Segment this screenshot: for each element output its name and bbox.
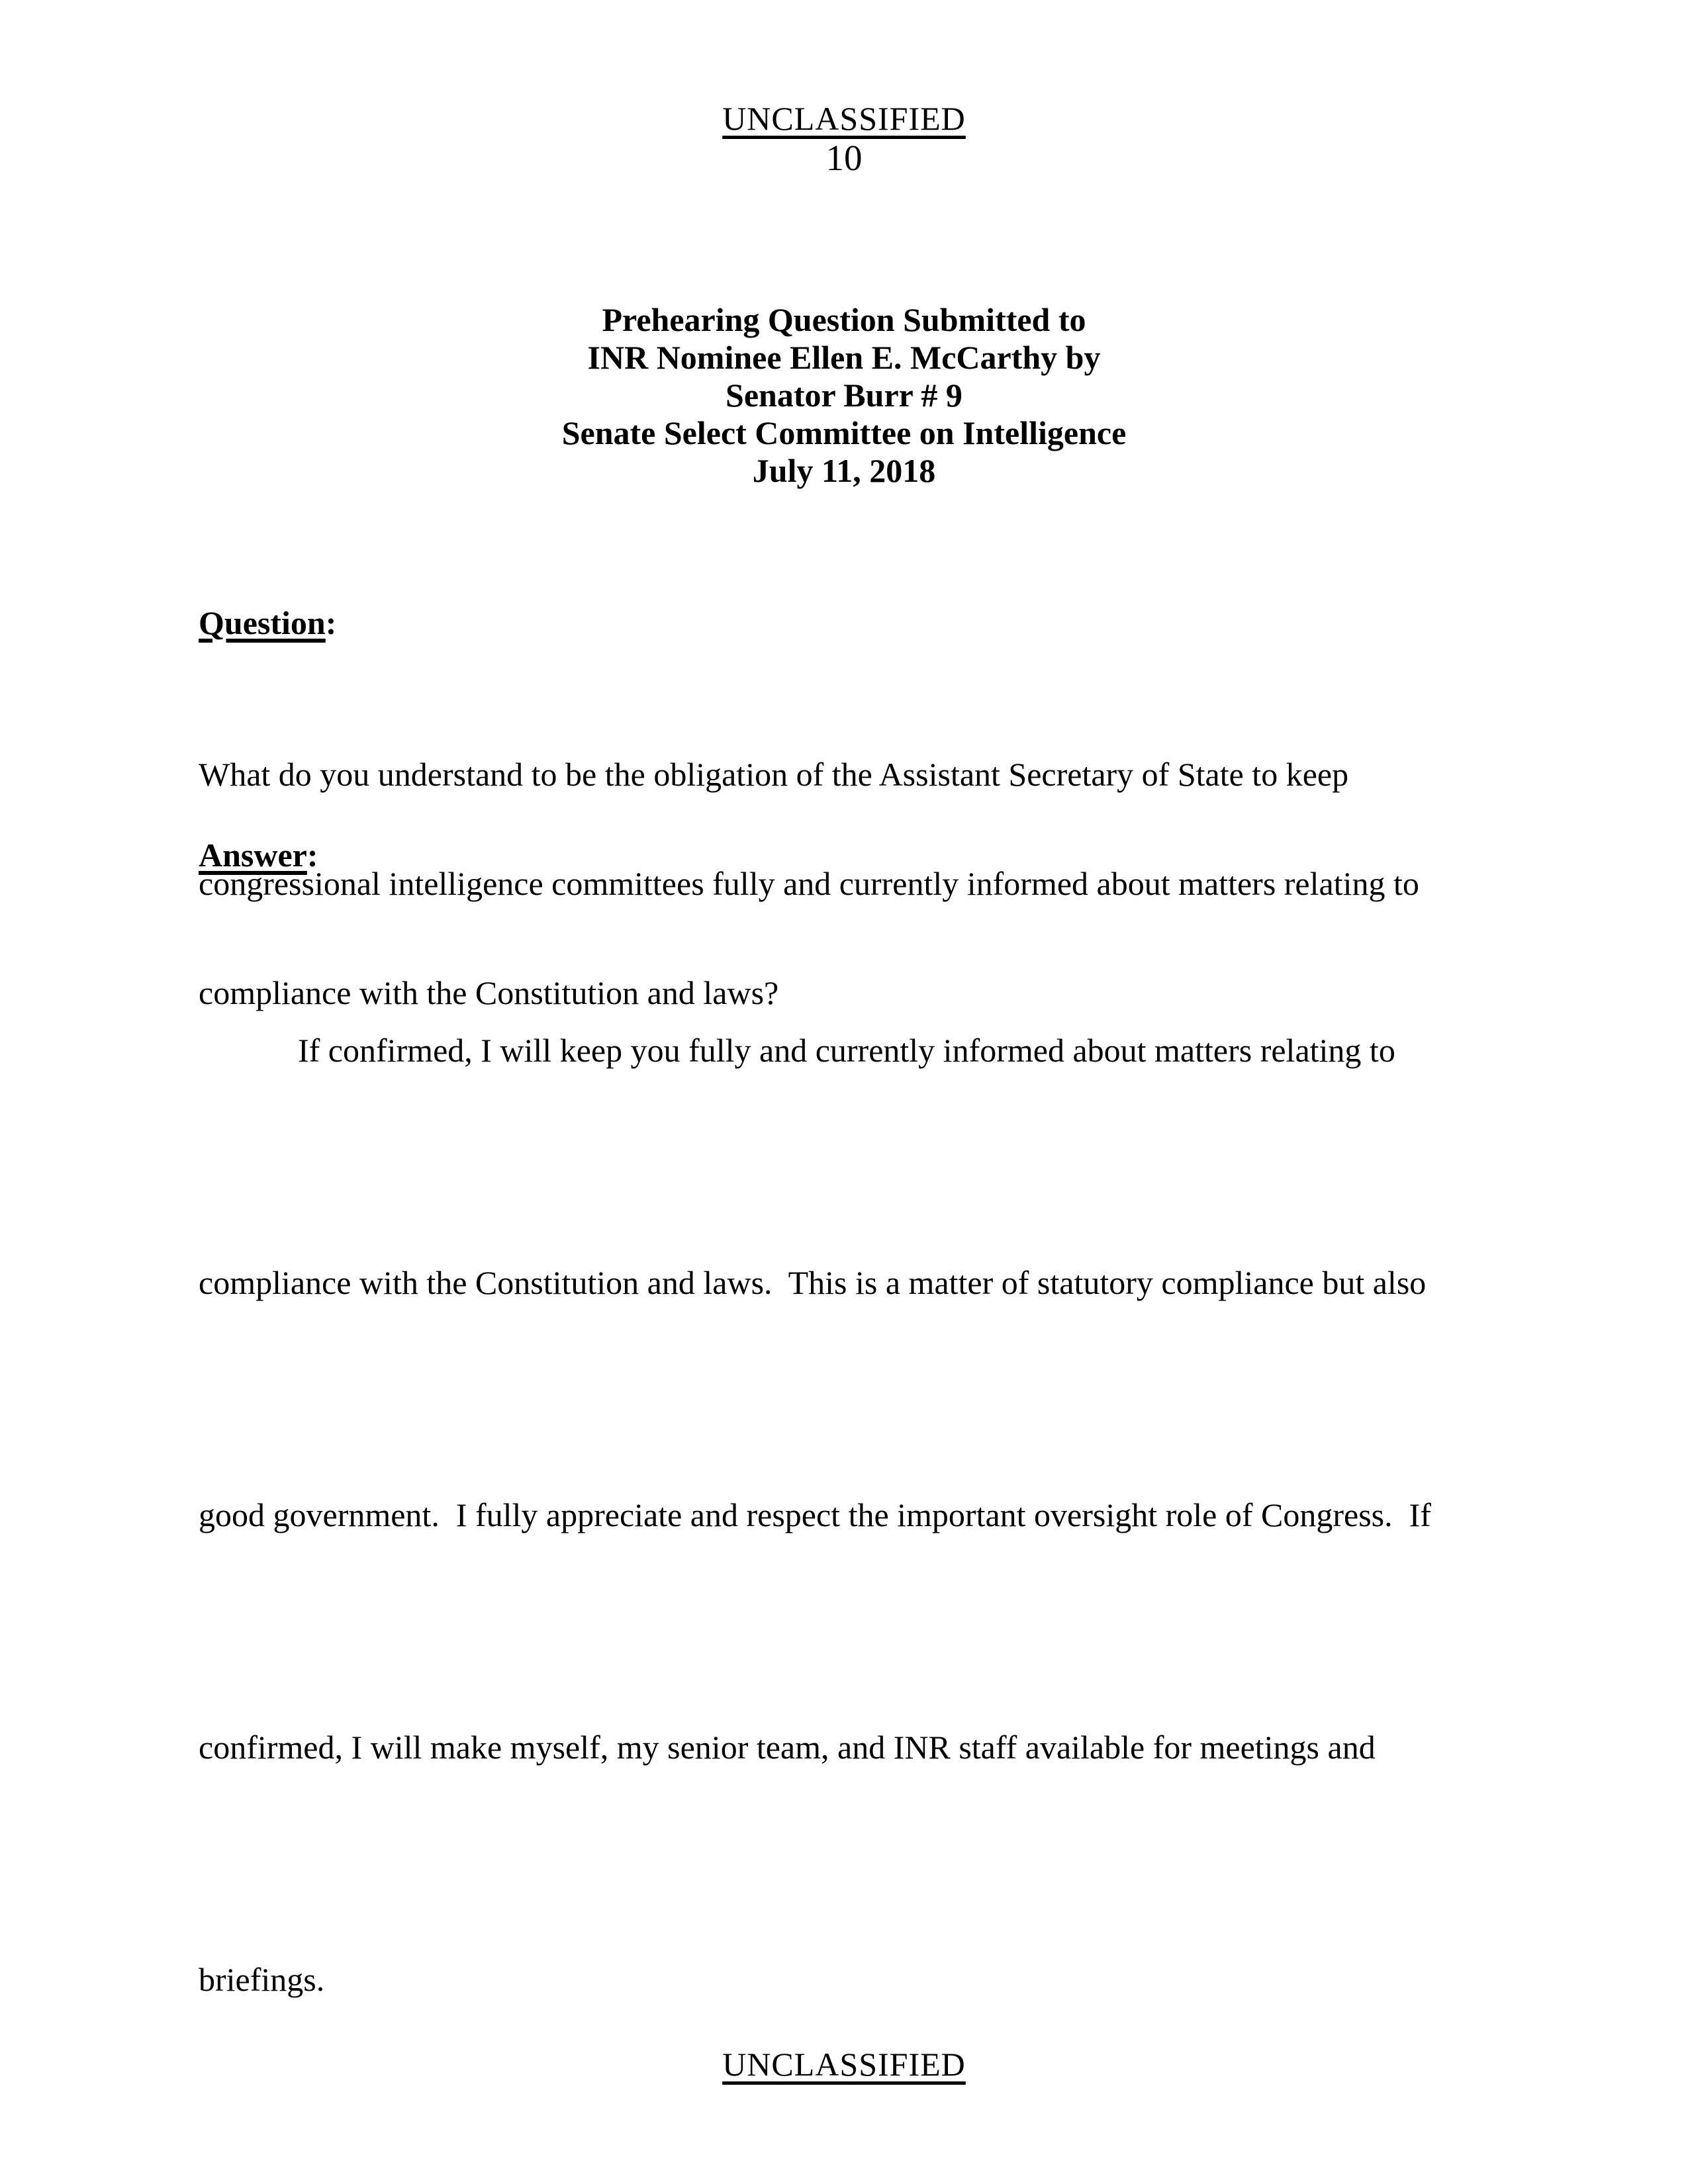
answer-heading-colon: :: [306, 837, 318, 874]
classification-header-text: UNCLASSIFIED: [722, 100, 966, 137]
title-line: July 11, 2018: [752, 452, 936, 489]
classification-footer: [0, 2045, 1688, 2083]
answer-text-line: compliance with the Constitution and laws. This is a matter of statutory compliance but also: [199, 1264, 1427, 1301]
question-heading-word: Question: [199, 604, 326, 641]
answer-text-line: good government. I fully appreciate and respect the important oversight role of Congress. If: [199, 1496, 1431, 1533]
answer-heading-word: Answer: [199, 837, 307, 874]
page-number: 10: [825, 138, 863, 178]
classification-header: [0, 99, 1688, 138]
answer-paragraph: [199, 857, 1431, 2173]
question-heading-colon: :: [325, 604, 337, 641]
question-text-line: congressional intelligence committees fully and currently informed about matters relating to: [199, 865, 1419, 902]
title-line: Prehearing Question Submitted to: [602, 301, 1086, 338]
classification-footer-text: UNCLASSIFIED: [722, 2046, 966, 2083]
question-text-line: What do you understand to be the obligation of the Assistant Secretary of State to keep: [199, 756, 1349, 793]
title-line: INR Nominee Ellen E. McCarthy by: [587, 339, 1101, 376]
question-text-line: compliance with the Constitution and laws?: [199, 974, 779, 1011]
title-line: Senator Burr # 9: [726, 377, 962, 414]
answer-text-line: confirmed, I will make myself, my senior team, and INR staff available for meetings and: [199, 1729, 1376, 1766]
question-heading: [199, 604, 336, 642]
title-line: Senate Select Committee on Intelligence: [561, 414, 1127, 451]
answer-text-line: If confirmed, I will keep you fully and currently informed about matters relating to: [298, 1032, 1395, 1069]
title-block: [0, 301, 1688, 490]
answer-text-line: briefings.: [199, 1961, 325, 1998]
